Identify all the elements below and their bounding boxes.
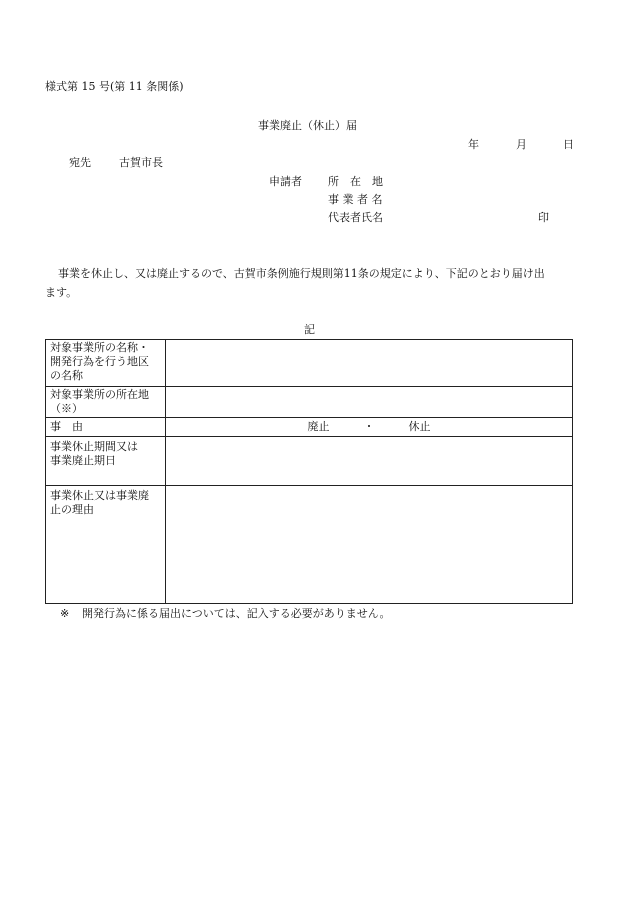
separator-dot: ・ [363,420,375,433]
facility-name-field[interactable] [166,340,573,387]
suspension-period-field[interactable] [166,437,573,486]
date-month-label: 月 [516,138,527,151]
notification-form-table [45,339,573,604]
applicant-business-name-label: 事 業 者 名 [328,193,383,206]
addressee-name: 古賀市長 [119,156,163,169]
table-row [46,418,573,437]
table-row [46,437,573,486]
ki-heading: 記 [304,323,315,336]
applicant-label: 申請者 [269,175,302,188]
form-number: 様式第 15 号(第 11 条関係) [45,80,184,93]
applicant-representative-label: 代表者氏名 [328,211,383,224]
suspension-reason-field[interactable] [166,486,573,604]
option-kyushi[interactable]: 休止 [408,420,431,433]
facility-address-field[interactable] [166,387,573,418]
addressee-label: 宛先 [69,156,91,169]
document-title: 事業廃止（休止）届 [258,119,357,132]
footnote-mark: ※ [60,607,70,620]
seal-mark: 印 [538,211,549,224]
applicant-address-label: 所 在 地 [328,175,383,188]
option-haishi[interactable]: 廃止 [307,420,330,433]
reason-type-field[interactable] [166,418,573,437]
table-row [46,387,573,418]
date-year-label: 年 [468,138,479,151]
body-text-line-1: 事業を休止し、又は廃止するので、古賀市条例施行規則第11条の規定により、下記のとおり届け出 [58,267,545,280]
reason-type-label: 事 由 [46,418,166,437]
facility-address-label: 対象事業所の所在地 （※） [46,387,166,418]
body-text-line-2: ます。 [45,286,78,299]
table-row [46,486,573,604]
suspension-period-label: 事業休止期間又は 事業廃止期日 [46,437,166,486]
date-day-label: 日 [563,138,574,151]
table-row [46,340,573,387]
facility-name-label: 対象事業所の名称・ 開発行為を行う地区 の名称 [46,340,166,387]
suspension-reason-label: 事業休止又は事業廃 止の理由 [46,486,166,604]
footnote-text: 開発行為に係る届出については、記入する必要がありません。 [82,607,391,620]
